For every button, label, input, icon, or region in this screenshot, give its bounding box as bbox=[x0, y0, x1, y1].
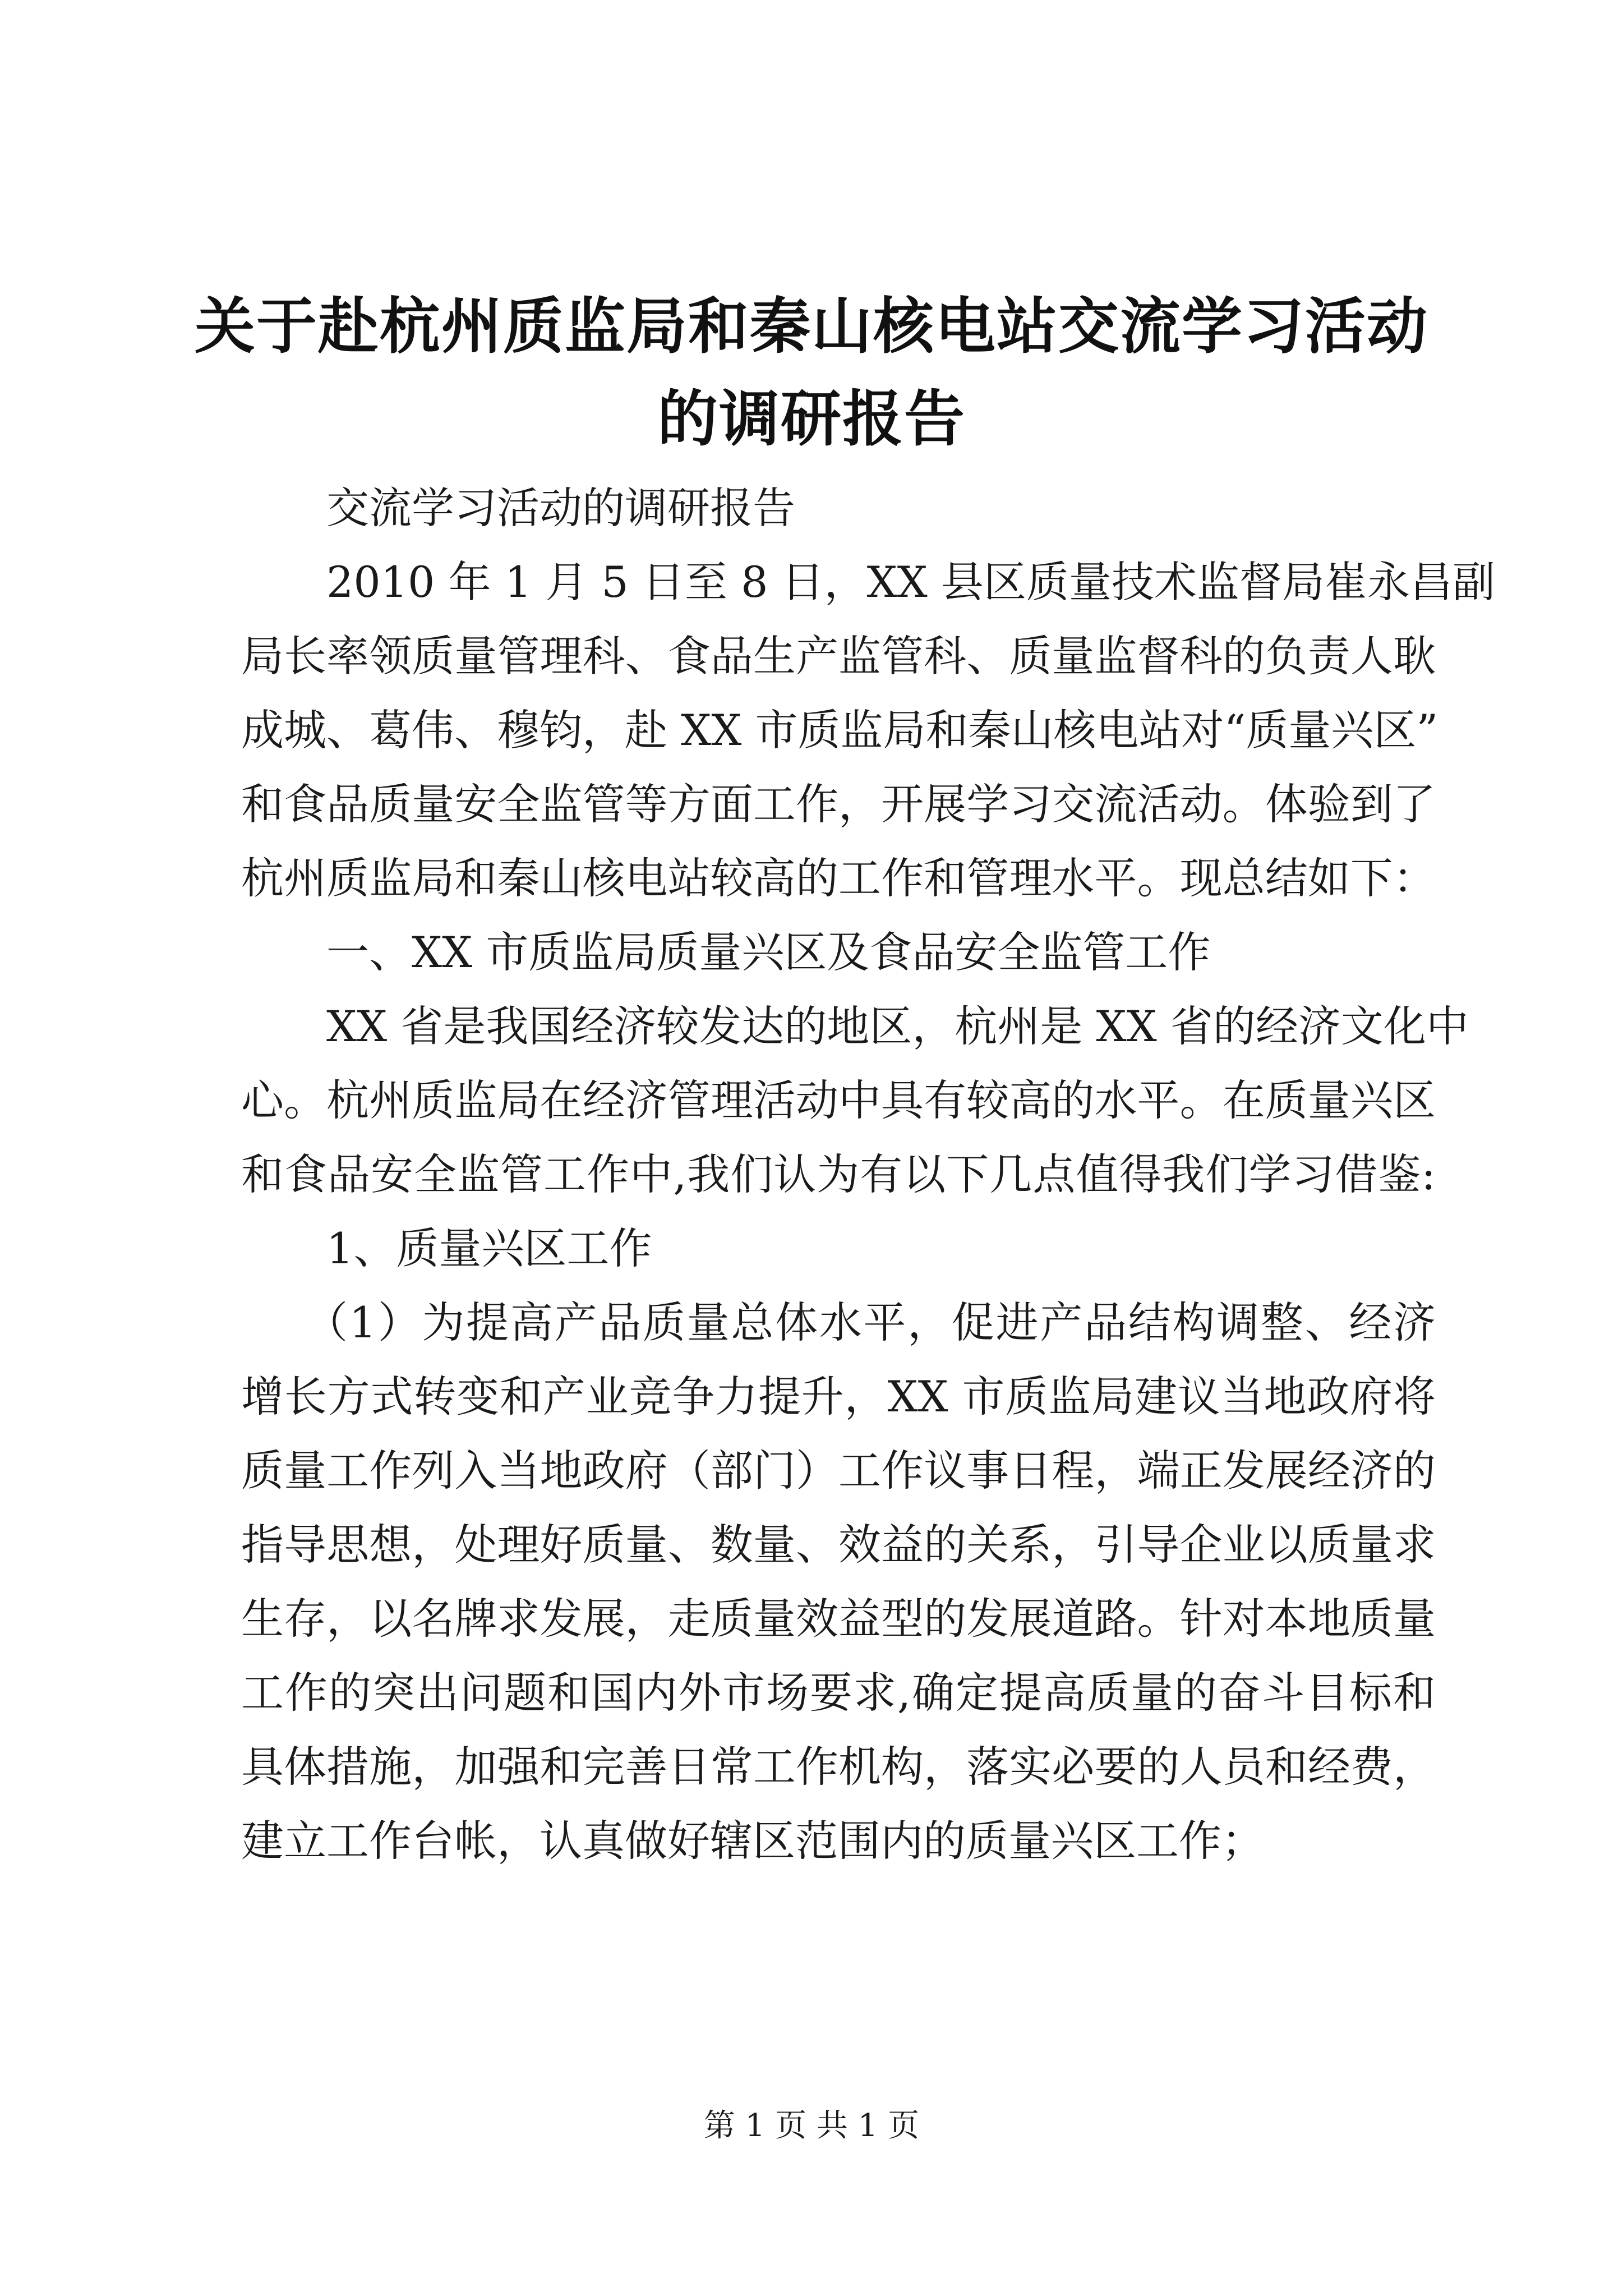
paragraph-line: 质量工作列入当地政府（部门）工作议事日程，端正发展经济的 bbox=[241, 1446, 1436, 1496]
paragraph-line: 1、质量兴区工作 bbox=[326, 1223, 652, 1273]
section-1-paragraph bbox=[241, 990, 1469, 1212]
document-body bbox=[241, 471, 1495, 1878]
paragraph-line: 和食品安全监管工作中,我们认为有以下几点值得我们学习借鉴: bbox=[241, 1149, 1436, 1199]
paragraph-line: XX 省是我国经济较发达的地区，杭州是 XX 省的经济文化中 bbox=[326, 1001, 1469, 1051]
page-footer: 第 1 页 共 1 页 bbox=[703, 2108, 920, 2144]
paragraph-line: 杭州质监局和秦山核电站较高的工作和管理水平。现总结如下： bbox=[241, 853, 1436, 903]
document-title bbox=[185, 280, 1438, 466]
paragraph-line: 2010 年 1 月 5 日至 8 日，XX 县区质量技术监督局崔永昌副 bbox=[326, 557, 1495, 607]
paragraph-line: 具体措施，加强和完善日常工作机构，落实必要的人员和经费， bbox=[241, 1742, 1436, 1792]
intro-paragraph bbox=[241, 545, 1495, 915]
paragraph-line: 一、XX 市质监局质量兴区及食品安全监管工作 bbox=[326, 927, 1211, 977]
paragraph-line: 工作的突出问题和国内外市场要求,确定提高质量的奋斗目标和 bbox=[241, 1668, 1436, 1718]
paragraph-line: 指导思想，处理好质量、数量、效益的关系，引导企业以质量求 bbox=[241, 1520, 1436, 1570]
paragraph-line: 增长方式转变和产业竞争力提升，XX 市质监局建议当地政府将 bbox=[241, 1372, 1436, 1421]
title-line-2: 的调研报告 bbox=[657, 384, 966, 454]
paragraph-line: （1）为提高产品质量总体水平，促进产品结构调整、经济 bbox=[305, 1297, 1436, 1347]
section-heading-1 bbox=[241, 915, 1436, 990]
paragraph-line: 生存，以名牌求发展，走质量效益型的发展道路。针对本地质量 bbox=[241, 1594, 1436, 1644]
subsection-heading-1 bbox=[241, 1212, 1436, 1286]
paragraph-line: 成城、葛伟、穆钧，赴 XX 市质监局和秦山核电站对“质量兴区” bbox=[241, 705, 1438, 755]
paragraph-line: 心。杭州质监局在经济管理活动中具有较高的水平。在质量兴区 bbox=[241, 1075, 1436, 1125]
title-line-1: 关于赴杭州质监局和秦山核电站交流学习活动 bbox=[194, 292, 1428, 362]
paragraph-line: 建立工作台帐，认真做好辖区范围内的质量兴区工作； bbox=[241, 1816, 1264, 1866]
paragraph-line: 和食品质量安全监管等方面工作，开展学习交流活动。体验到了 bbox=[241, 779, 1436, 829]
subtitle-paragraph bbox=[241, 471, 1436, 545]
paragraph-line: 局长率领质量管理科、食品生产监管科、质量监督科的负责人耿 bbox=[241, 631, 1436, 681]
paragraph-line: 交流学习活动的调研报告 bbox=[326, 483, 795, 533]
item-1-paragraph bbox=[241, 1286, 1436, 1878]
